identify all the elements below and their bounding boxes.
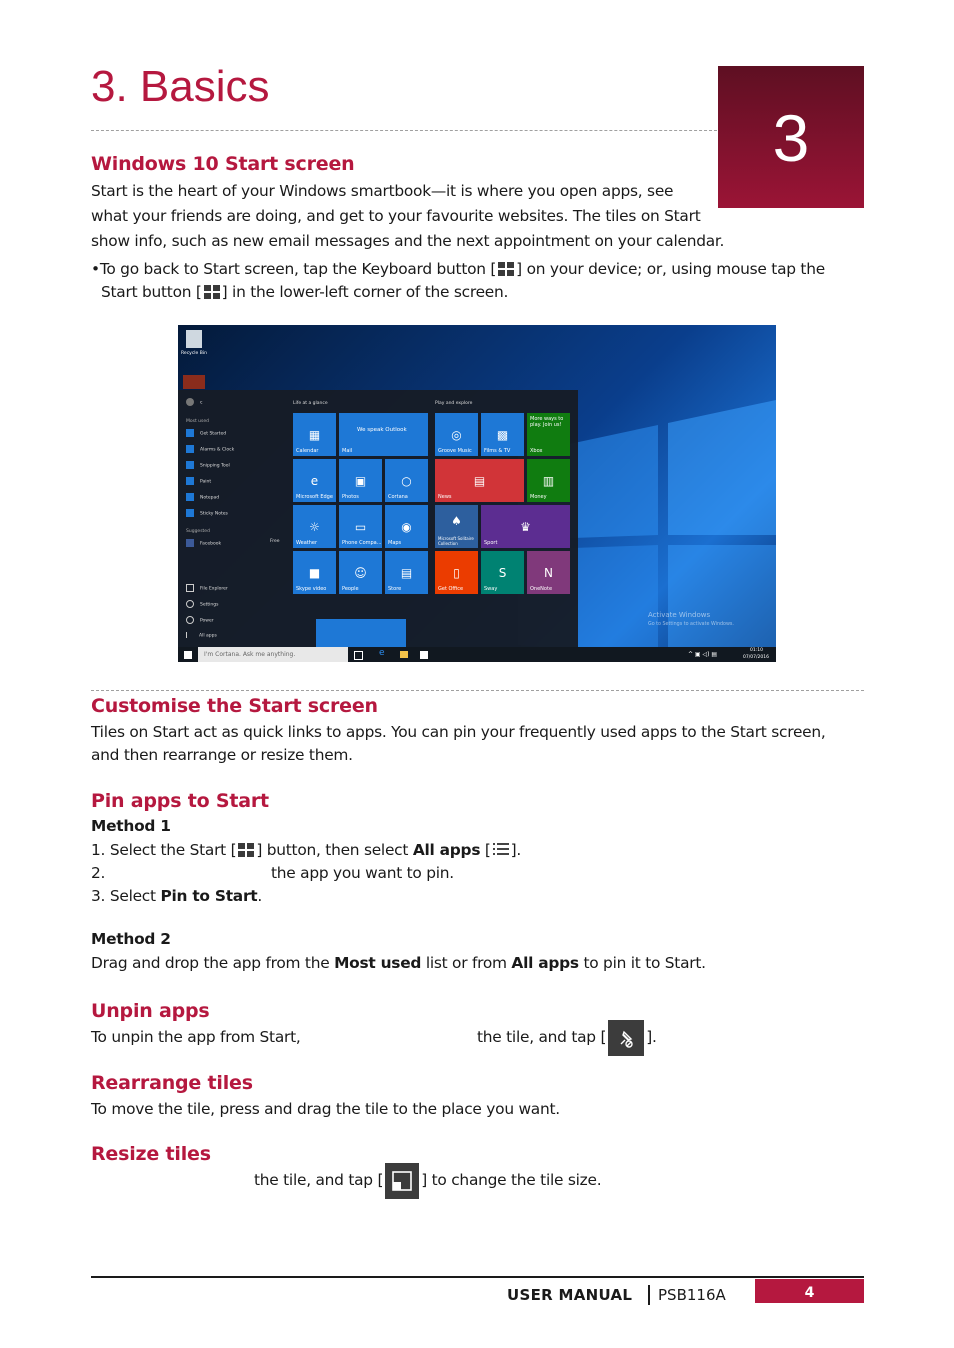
suggested-free: Free — [270, 539, 280, 544]
chapter-title: 3. Basics — [91, 62, 270, 111]
bullet-text: ] on your device; or, using mouse tap the — [516, 260, 825, 278]
tile-edge[interactable]: e Microsoft Edge — [293, 459, 336, 502]
cortana-search-input[interactable]: I'm Cortana. Ask me anything. — [198, 647, 348, 662]
resize-icon — [385, 1163, 419, 1199]
footer-separator — [648, 1285, 650, 1305]
resize-text: the tile, and tap [ ] to change the tile size. — [254, 1162, 601, 1199]
windows-start-icon — [204, 285, 220, 299]
recycle-bin-label: Recycle Bin — [181, 351, 207, 356]
unpin-text-start: To unpin the app from Start, — [91, 1028, 301, 1046]
tile-store[interactable]: ▤ Store — [385, 551, 428, 594]
tile-skype-video[interactable]: ■ Skype video — [293, 551, 336, 594]
app-item[interactable]: Paint — [186, 477, 211, 485]
system-tray[interactable]: ^ ▣ ◁) ▤ — [688, 651, 718, 658]
footer-manual-label: USER MANUAL — [507, 1286, 633, 1304]
windows-start-icon — [238, 843, 254, 857]
app-item[interactable]: Notepad — [186, 493, 219, 501]
tile-sway[interactable]: S Sway — [481, 551, 524, 594]
user-account[interactable]: c — [186, 398, 202, 406]
start-screen-screenshot — [178, 325, 776, 662]
suggested-label: Suggested — [186, 529, 210, 534]
section-heading-unpin: Unpin apps — [91, 1000, 210, 1022]
paragraph-line: and then rearrange or resize them. — [91, 746, 353, 764]
tile-solitaire[interactable]: ♠ Microsoft Solitaire Collection — [435, 505, 478, 548]
desktop-shortcut-icon[interactable] — [183, 375, 205, 389]
rearrange-text: To move the tile, press and drag the tile to the place you want. — [91, 1100, 560, 1118]
app-item[interactable]: Get Started — [186, 429, 226, 437]
footer-rule — [91, 1276, 864, 1278]
tile-money[interactable]: ▥ Money — [527, 459, 570, 502]
start-menu — [178, 390, 578, 650]
paragraph-line: Start is the heart of your Windows smartbook—it is where you open apps, see — [91, 182, 674, 200]
tile-calendar[interactable]: ▦ Calendar — [293, 413, 336, 456]
section-heading-resize: Resize tiles — [91, 1143, 211, 1165]
page-number-box — [755, 1279, 864, 1303]
tile-sport[interactable]: ♛ Sport — [481, 505, 570, 548]
windows-key-icon — [498, 262, 514, 276]
file-explorer-item[interactable]: File Explorer — [186, 584, 228, 592]
store-taskbar-icon[interactable] — [420, 651, 428, 659]
group-label: Life at a glance — [293, 401, 328, 406]
tile-mail[interactable]: We speak Outlook Mail — [339, 413, 428, 456]
bullet-text: ] in the lower-left corner of the screen. — [221, 283, 509, 301]
chapter-number-badge — [718, 66, 864, 208]
unpin-text-end: the tile, and tap [ ]. — [477, 1019, 657, 1056]
clock-date[interactable]: 07/07/2016 — [743, 655, 769, 660]
method-1-label: Method 1 — [91, 817, 171, 835]
bullet-text: •To go back to Start screen, tap the Keyboard button [ — [91, 260, 497, 278]
tile-people[interactable]: ☺ People — [339, 551, 382, 594]
task-view-icon[interactable] — [354, 651, 363, 660]
pin-step-1: 1. Select the Start [ ] button, then select All apps [ ]. — [91, 841, 522, 859]
bullet-text: Start button [ — [101, 283, 202, 301]
method-2-text: Drag and drop the app from the Most used list or from All apps to pin it to Start. — [91, 954, 706, 972]
divider — [91, 690, 864, 691]
method-2-label: Method 2 — [91, 930, 171, 948]
file-explorer-taskbar-icon[interactable] — [400, 651, 408, 658]
page-number: 4 — [804, 1285, 815, 1301]
section-heading-start-screen: Windows 10 Start screen — [91, 153, 355, 175]
app-item[interactable]: Alarms & Clock — [186, 445, 234, 453]
start-button-icon[interactable] — [184, 651, 192, 659]
tile-maps[interactable]: ◉ Maps — [385, 505, 428, 548]
clock-time[interactable]: 01:10 — [750, 648, 763, 653]
tile-films-tv[interactable]: ▩ Films & TV — [481, 413, 524, 456]
tile-xbox[interactable]: More ways to play. Join us! Xbox — [527, 413, 570, 456]
tile-phone-companion[interactable]: ▭ Phone Compa... — [339, 505, 382, 548]
unpin-icon — [608, 1020, 644, 1056]
tile-cortana[interactable]: ○ Cortana — [385, 459, 428, 502]
activate-windows-subtitle: Go to Settings to activate Windows. — [648, 622, 734, 627]
all-apps-item[interactable]: All apps — [186, 632, 217, 639]
most-used-label: Most used — [186, 419, 209, 424]
edge-taskbar-icon[interactable]: e — [379, 648, 385, 658]
pin-step-2-text: the app you want to pin. — [271, 864, 454, 882]
bullet-line — [91, 257, 825, 281]
all-apps-icon — [493, 841, 509, 858]
pin-step-2-number: 2. — [91, 864, 106, 882]
group-label: Play and explore — [435, 401, 473, 406]
chapter-number: 3 — [772, 101, 810, 175]
pin-step-3: 3. Select Pin to Start. — [91, 887, 263, 905]
recycle-bin-icon[interactable] — [186, 330, 202, 348]
section-heading-pin: Pin apps to Start — [91, 790, 269, 812]
paragraph-line: what your friends are doing, and get to your favourite websites. The tiles on Start — [91, 207, 701, 225]
tile-groove-music[interactable]: ◎ Groove Music — [435, 413, 478, 456]
bullet-line — [101, 280, 508, 304]
tile-photos[interactable]: ▣ Photos — [339, 459, 382, 502]
tile-news[interactable]: ▤ News — [435, 459, 524, 502]
tile-weather[interactable]: ☼ Weather — [293, 505, 336, 548]
paragraph-line: show info, such as new email messages and the next appointment on your calendar. — [91, 232, 725, 250]
paragraph-line: Tiles on Start act as quick links to apps. You can pin your frequently used apps to the Start screen, — [91, 723, 826, 741]
tile-onenote[interactable]: N OneNote — [527, 551, 570, 594]
section-heading-rearrange: Rearrange tiles — [91, 1072, 253, 1094]
drag-tile-placeholder — [316, 619, 406, 650]
tile-get-office[interactable]: ▯ Get Office — [435, 551, 478, 594]
suggested-app[interactable]: Facebook — [186, 539, 221, 547]
section-heading-customise: Customise the Start screen — [91, 695, 378, 717]
power-item[interactable]: Power — [186, 616, 214, 624]
app-item[interactable]: Snipping Tool — [186, 461, 230, 469]
app-item[interactable]: Sticky Notes — [186, 509, 228, 517]
activate-windows-title: Activate Windows — [648, 611, 711, 619]
footer-model: PSB116A — [658, 1286, 726, 1304]
divider — [91, 130, 717, 131]
settings-item[interactable]: Settings — [186, 600, 218, 608]
